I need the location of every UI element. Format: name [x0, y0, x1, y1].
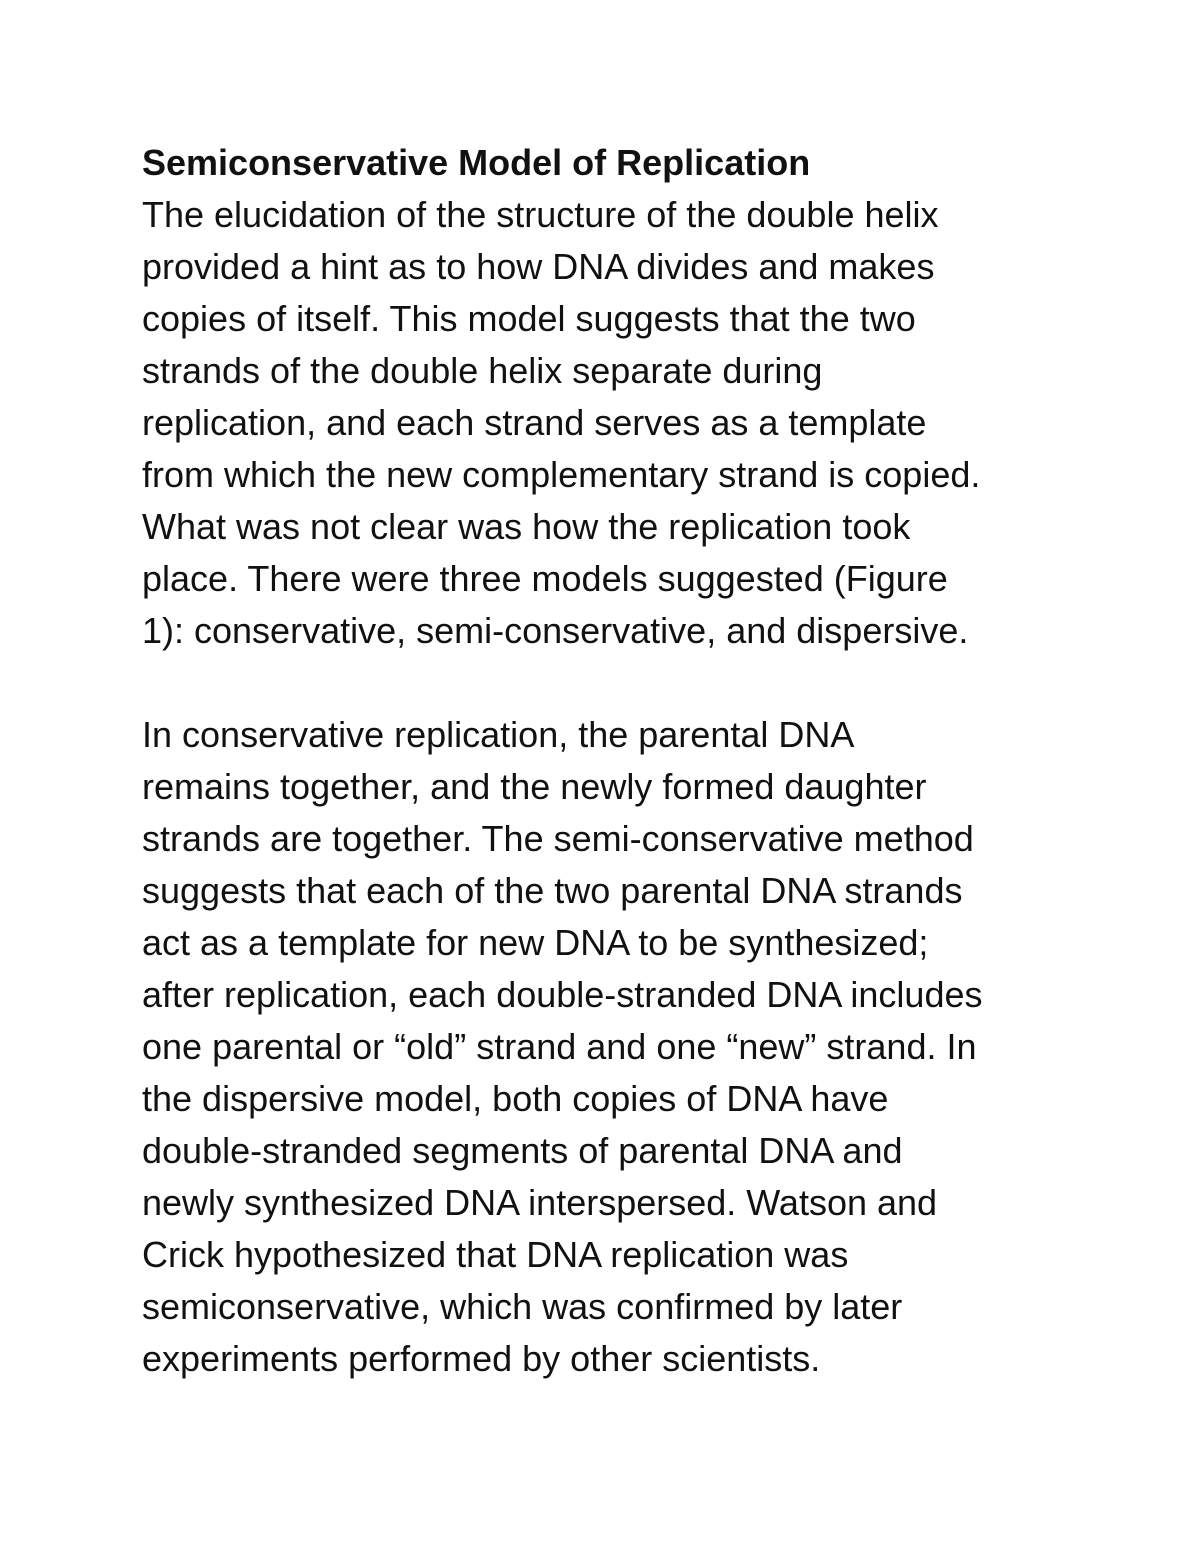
paragraph-2-line: newly synthesized DNA interspersed. Watson and: [142, 1182, 938, 1223]
paragraph-1-line: from which the new complementary strand is copied.: [142, 454, 981, 495]
paragraph-2-line: the dispersive model, both copies of DNA have: [142, 1078, 889, 1119]
paragraph-2-line: semiconservative, which was confirmed by later: [142, 1286, 903, 1327]
paragraph-2-line: experiments performed by other scientists.: [142, 1338, 821, 1379]
paragraph-1-line: What was not clear was how the replication took: [142, 506, 911, 547]
paragraph-spacer: [142, 657, 1082, 709]
paragraph-2-line: act as a template for new DNA to be synthesized;: [142, 922, 929, 963]
paragraph-1-line: strands of the double helix separate during: [142, 350, 823, 391]
paragraph-1-line: copies of itself. This model suggests that the two: [142, 298, 916, 339]
paragraph-2-line: In conservative replication, the parental DNA: [142, 714, 855, 755]
document-title: Semiconservative Model of Replication: [142, 142, 811, 183]
paragraph-2-line: double-stranded segments of parental DNA and: [142, 1130, 903, 1171]
paragraph-2-line: strands are together. The semi-conservative method: [142, 818, 974, 859]
paragraph-2-line: after replication, each double-stranded DNA includes: [142, 974, 983, 1015]
paragraph-1: [142, 189, 1082, 657]
paragraph-1-line: 1): conservative, semi-conservative, and dispersive.: [142, 610, 969, 651]
paragraph-1-line: provided a hint as to how DNA divides and makes: [142, 246, 935, 287]
paragraph-2: [142, 709, 1082, 1385]
paragraph-2-line: Crick hypothesized that DNA replication was: [142, 1234, 849, 1275]
paragraph-1-line: The elucidation of the structure of the double helix: [142, 194, 939, 235]
paragraph-2-line: suggests that each of the two parental DNA strands: [142, 870, 963, 911]
paragraph-2-line: one parental or “old” strand and one “new” strand. In: [142, 1026, 977, 1067]
paragraph-2-line: remains together, and the newly formed daughter: [142, 766, 927, 807]
paragraph-1-line: place. There were three models suggested (Figure: [142, 558, 948, 599]
document-body: [142, 137, 1082, 1385]
paragraph-1-line: replication, and each strand serves as a template: [142, 402, 927, 443]
